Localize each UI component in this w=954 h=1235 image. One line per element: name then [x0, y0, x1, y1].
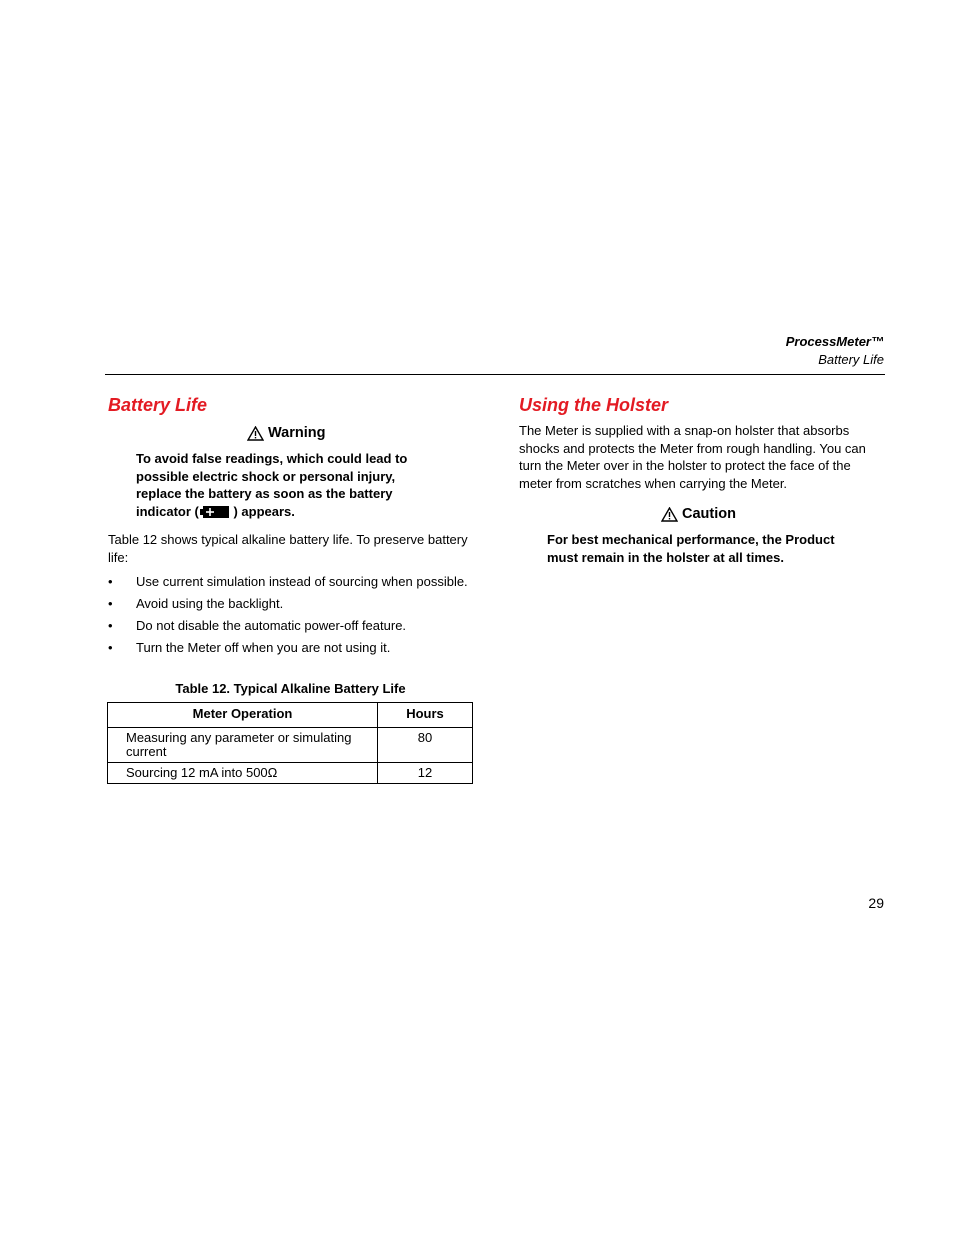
- list-item-text: Avoid using the backlight.: [136, 596, 284, 611]
- warning-text: [136, 450, 441, 522]
- list-item: [108, 618, 468, 633]
- warning-text-start: To avoid false readings, which could lead to possible electric shock or personal injury, replace the battery as soon as the battery indicator (: [136, 451, 408, 519]
- holster-text: The Meter is supplied with a snap-on holster that absorbs shocks and protects the Meter from rough handling. You can turn the Meter over in the holster to protect the face of the meter from scratches when carrying the Meter.: [519, 423, 866, 491]
- list-item-text: Do not disable the automatic power-off feature.: [136, 618, 407, 633]
- caution-text: For best mechanical performance, the Product must remain in the holster at all times.: [547, 532, 835, 565]
- list-item-text: Use current simulation instead of sourcing when possible.: [136, 574, 468, 589]
- battery-life-table: [107, 702, 473, 784]
- caution-triangle-icon: [661, 507, 678, 522]
- warning-text-end: ) appears.: [229, 503, 295, 519]
- list-item: [108, 596, 468, 611]
- caution-label: Caution: [682, 506, 736, 522]
- caution-heading: [661, 506, 736, 522]
- battery-indicator-icon: [200, 505, 229, 523]
- list-item-text: Turn the Meter off when you are not using it.: [136, 640, 391, 655]
- page-number: 29: [868, 895, 884, 911]
- table-row: [108, 728, 473, 763]
- header-product-name: ProcessMeter™: [785, 334, 884, 349]
- warning-label: Warning: [268, 425, 326, 441]
- bullet-symbol: •: [108, 640, 113, 655]
- table-cell-operation: Sourcing 12 mA into 500Ω: [108, 763, 378, 784]
- header-divider: [105, 374, 885, 375]
- bullet-symbol: •: [108, 596, 113, 611]
- table-row: [108, 763, 473, 784]
- table-cell-hours: 12: [378, 763, 473, 784]
- table-header-row: [108, 703, 473, 728]
- table-cell-hours: 80: [378, 728, 473, 763]
- holster-heading: Using the Holster: [519, 395, 669, 415]
- warning-triangle-icon: [247, 426, 264, 441]
- warning-heading: [247, 425, 325, 441]
- battery-life-intro: Table 12 shows typical alkaline battery life. To preserve battery life:: [108, 532, 468, 565]
- table-cell-operation: Measuring any parameter or simulating current: [108, 728, 378, 763]
- battery-tips-list: [108, 574, 468, 662]
- header-section-name: Battery Life: [818, 352, 884, 367]
- column-header-hours: Hours: [378, 703, 473, 728]
- bullet-symbol: •: [108, 618, 113, 633]
- table-caption: Table 12. Typical Alkaline Battery Life: [175, 681, 406, 696]
- list-item: [108, 574, 468, 589]
- column-header-operation: Meter Operation: [108, 703, 378, 728]
- bullet-symbol: •: [108, 574, 113, 589]
- list-item: [108, 640, 468, 655]
- battery-life-heading: Battery Life: [108, 395, 208, 415]
